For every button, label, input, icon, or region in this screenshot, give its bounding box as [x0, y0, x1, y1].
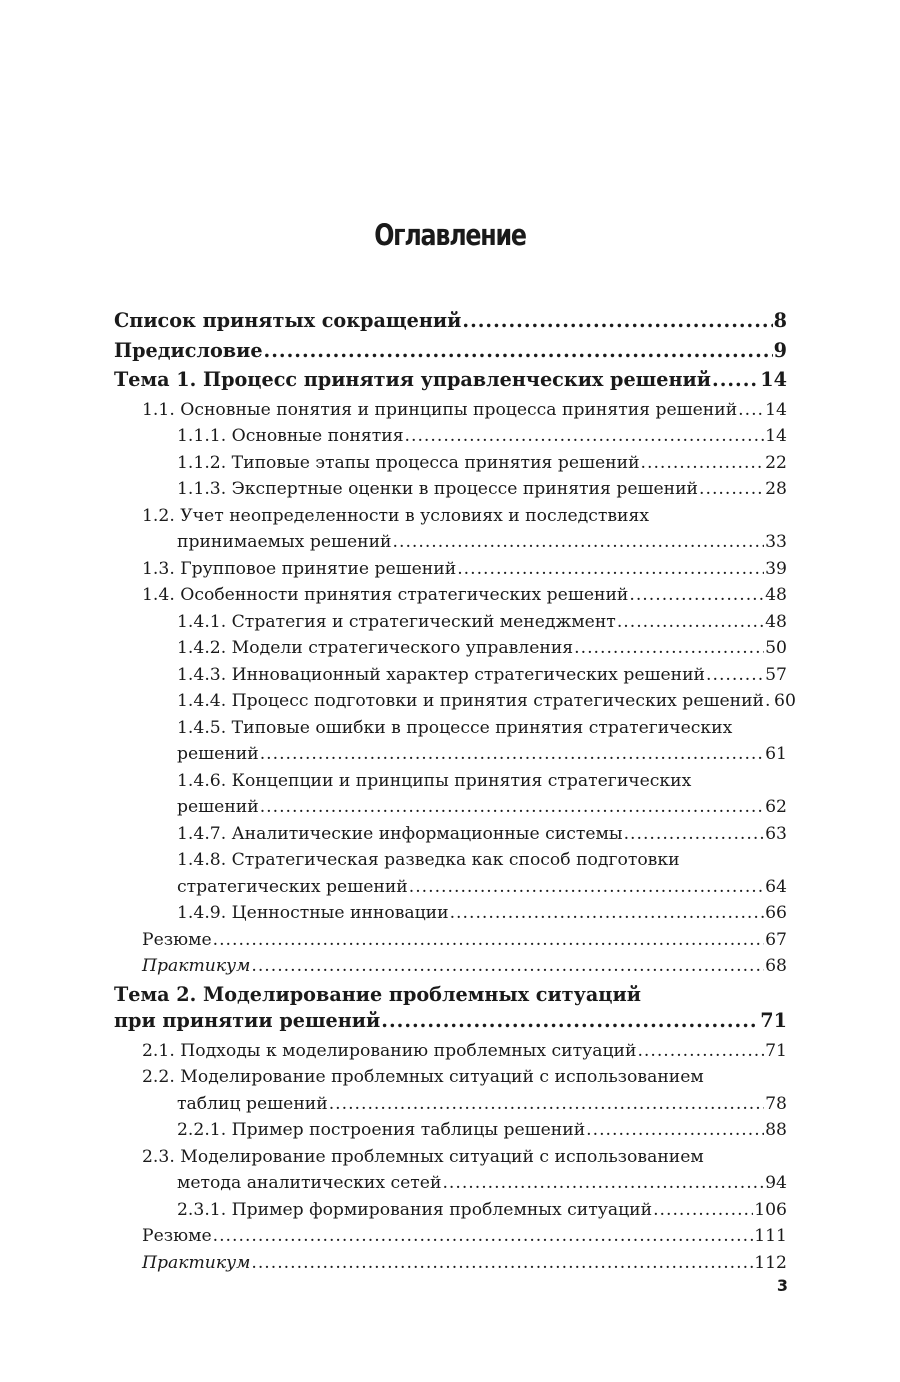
- toc-entry[interactable]: [114, 397, 787, 424]
- toc-entry-page: 71: [760, 1009, 787, 1032]
- toc-entry-page: 111: [754, 1226, 787, 1246]
- dot-leader: [624, 821, 765, 848]
- toc-entry-page: 64: [765, 876, 787, 897]
- dot-leader: [329, 1091, 764, 1118]
- toc-entry-title: 2.2.1. Пример построения таблицы решений: [177, 1120, 586, 1140]
- dot-leader: [450, 900, 765, 927]
- toc-entry-page: 57: [765, 664, 787, 685]
- table-of-contents: [114, 308, 796, 1276]
- toc-entry-page: 14: [765, 399, 787, 420]
- dot-leader: [251, 953, 764, 980]
- toc-entry[interactable]: [114, 900, 787, 927]
- toc-entry-page: 94: [765, 1173, 787, 1193]
- toc-entry-page: 28: [765, 479, 787, 499]
- toc-entry-page: 48: [765, 585, 787, 605]
- toc-entry-title: 1.1.3. Экспертные оценки в процессе принятия решений: [177, 479, 699, 499]
- toc-entry-page: 61: [765, 744, 787, 764]
- toc-entry[interactable]: [114, 982, 787, 1035]
- toc-entry-page: 71: [765, 1040, 787, 1061]
- toc-entry-page: 106: [754, 1199, 787, 1220]
- toc-entry-title: Практикум: [142, 1252, 251, 1273]
- toc-entry-title: решений: [177, 797, 259, 817]
- toc-entry-title: Список принятых сокращений: [114, 309, 462, 332]
- dot-leader: [653, 1197, 753, 1224]
- toc-entry-title: 1.3. Групповое принятие решений: [142, 558, 457, 579]
- toc-entry[interactable]: [114, 715, 787, 768]
- toc-entry-title: 1.1. Основные понятия и принципы процесса принятия решений: [142, 399, 738, 420]
- toc-entry-title: Предисловие: [114, 338, 263, 362]
- toc-entry-title: Тема 2. Моделирование проблемных ситуаций: [114, 982, 641, 1006]
- toc-entry-title: Резюме: [142, 929, 212, 950]
- dot-leader: [637, 1038, 764, 1065]
- toc-entry[interactable]: [114, 821, 787, 848]
- toc-entry-page: 63: [765, 823, 787, 844]
- toc-entry-title: при принятии решений: [114, 1009, 381, 1032]
- toc-entry[interactable]: [114, 662, 787, 689]
- dot-leader: [617, 609, 764, 636]
- toc-entry-page: 22: [765, 452, 787, 473]
- toc-entry-page: 39: [765, 558, 787, 579]
- dot-leader: [586, 1117, 764, 1144]
- dot-leader: [442, 1170, 764, 1197]
- dot-leader: [574, 635, 764, 662]
- dot-leader: [712, 367, 759, 394]
- toc-entry[interactable]: [114, 338, 787, 365]
- toc-entry-title: 2.1. Подходы к моделированию проблемных ситуаций: [142, 1040, 637, 1061]
- toc-entry[interactable]: [114, 450, 787, 477]
- toc-entry-title: метода аналитических сетей: [177, 1173, 442, 1193]
- toc-entry[interactable]: [114, 1117, 787, 1144]
- toc-entry-page: 48: [765, 611, 787, 632]
- dot-leader: [251, 1250, 753, 1277]
- toc-entry-title: 1.2. Учет неопределенности в условиях и последствиях: [142, 505, 650, 526]
- toc-entry[interactable]: [114, 423, 787, 450]
- page-number: 3: [776, 1276, 788, 1295]
- toc-entry[interactable]: [114, 847, 787, 900]
- toc-entry[interactable]: [114, 609, 787, 636]
- toc-entry[interactable]: [114, 927, 787, 954]
- toc-entry-page: 67: [765, 929, 787, 950]
- toc-entry[interactable]: [114, 556, 787, 583]
- toc-entry-title: 1.4.5. Типовые ошибки в процессе принятия стратегических: [177, 717, 733, 738]
- toc-entry-title: 1.4. Особенности принятия стратегических решений: [142, 585, 629, 605]
- toc-entry-title: 1.4.4. Процесс подготовки и принятия стратегических решений: [177, 691, 765, 711]
- toc-entry-title: 2.3. Моделирование проблемных ситуаций с использованием: [142, 1146, 704, 1167]
- toc-entry-title: 1.4.7. Аналитические информационные системы: [177, 823, 623, 844]
- toc-entry-page: 62: [765, 797, 787, 817]
- toc-entry[interactable]: [114, 476, 787, 503]
- toc-entry-page: 68: [765, 956, 787, 976]
- toc-entry[interactable]: [114, 1250, 787, 1277]
- toc-entry-title: стратегических решений: [177, 876, 408, 897]
- toc-entry-title: 1.1.1. Основные понятия: [177, 426, 404, 446]
- dot-leader: [260, 794, 764, 821]
- toc-entry-title: 2.2. Моделирование проблемных ситуаций с использованием: [142, 1067, 704, 1087]
- page-title: Оглавление: [374, 218, 526, 252]
- toc-entry-title: 1.4.1. Стратегия и стратегический менеджмент: [177, 611, 616, 632]
- toc-entry[interactable]: [114, 1223, 787, 1250]
- toc-entry[interactable]: [114, 367, 787, 394]
- dot-leader: [706, 662, 764, 689]
- toc-entry-title: 1.4.6. Концепции и принципы принятия стратегических: [177, 770, 692, 791]
- toc-entry-page: 14: [760, 368, 787, 391]
- toc-entry-title: 1.1.2. Типовые этапы процесса принятия решений: [177, 452, 640, 473]
- dot-leader: [260, 741, 764, 768]
- toc-entry[interactable]: [114, 635, 787, 662]
- toc-entry[interactable]: [114, 1064, 787, 1117]
- toc-entry-page: 60: [774, 691, 796, 711]
- toc-entry[interactable]: [114, 503, 787, 556]
- dot-leader: [213, 927, 765, 954]
- toc-entry-page: 14: [765, 426, 787, 446]
- toc-entry-title: 1.4.2. Модели стратегического управления: [177, 638, 574, 658]
- dot-leader: [629, 582, 764, 609]
- toc-entry-page: 112: [754, 1252, 787, 1273]
- toc-entry-page: 33: [765, 532, 787, 552]
- toc-entry-title: принимаемых решений: [177, 532, 392, 552]
- toc-entry[interactable]: [114, 1144, 787, 1197]
- toc-entry[interactable]: [114, 1038, 787, 1065]
- toc-entry-title: 1.4.9. Ценностные инновации: [177, 903, 449, 923]
- toc-entry-title: Тема 1. Процесс принятия управленческих решений: [114, 368, 712, 391]
- toc-entry[interactable]: [114, 688, 796, 715]
- dot-leader: [641, 450, 765, 477]
- toc-entry-title: 1.4.8. Стратегическая разведка как способ подготовки: [177, 850, 680, 870]
- toc-entry-title: 2.3.1. Пример формирования проблемных ситуаций: [177, 1199, 653, 1220]
- toc-entry-page: 50: [765, 638, 787, 658]
- toc-entry[interactable]: [114, 953, 787, 980]
- toc-entry-page: 78: [765, 1093, 787, 1114]
- toc-entry-title: решений: [177, 744, 259, 764]
- dot-leader: [462, 308, 772, 335]
- dot-leader: [264, 338, 773, 365]
- dot-leader: [409, 874, 764, 901]
- dot-leader: [699, 476, 764, 503]
- toc-entry[interactable]: [114, 768, 787, 821]
- dot-leader: [457, 556, 764, 583]
- dot-leader: [738, 397, 764, 424]
- dot-leader: [381, 1008, 759, 1035]
- toc-entry[interactable]: [114, 582, 787, 609]
- toc-entry-title: таблиц решений: [177, 1093, 328, 1114]
- toc-entry-page: 9: [773, 338, 787, 362]
- toc-entry[interactable]: [114, 1197, 787, 1224]
- dot-leader: [405, 423, 765, 450]
- toc-entry-page: 66: [765, 903, 787, 923]
- dot-leader: [213, 1223, 754, 1250]
- toc-entry-title: Резюме: [142, 1226, 212, 1246]
- toc-entry-page: 8: [773, 309, 787, 332]
- toc-entry-title: Практикум: [142, 956, 251, 976]
- dot-leader: [393, 529, 765, 556]
- toc-entry[interactable]: [114, 308, 787, 335]
- dot-leader: [765, 688, 773, 715]
- toc-entry-title: 1.4.3. Инновационный характер стратегических решений: [177, 664, 706, 685]
- toc-entry-page: 88: [765, 1120, 787, 1140]
